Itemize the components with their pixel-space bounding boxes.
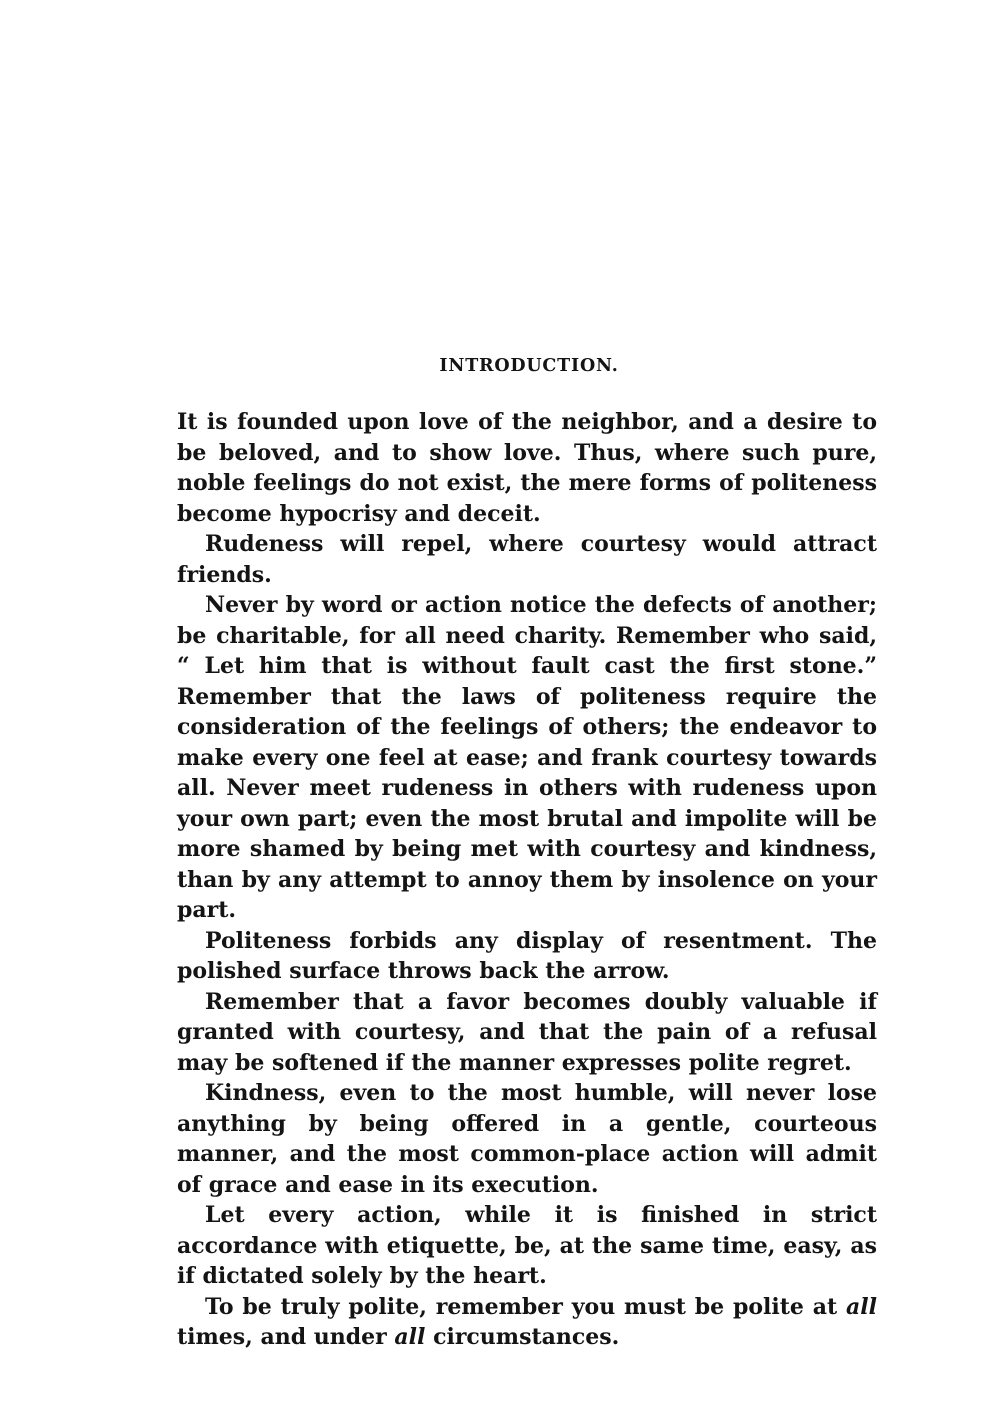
body-text: [177, 407, 877, 1353]
paragraph: Remember that a favor becomes doubly valuable if granted with courtesy, and that the pain of a refusal may be softened if the manner expresses polite regret.: [177, 988, 877, 1076]
paragraph: Kindness, even to the most humble, will never lose anything by being offered in a gentle, courteous manner, and the most common-place action will admit of grace and ease in its execution.: [177, 1080, 877, 1198]
paragraph-continued: It is founded upon love of the neighbor, and a desire to be beloved, and to show love. Thus, where such pure, noble feelings do not exist, the mere forms of politeness become hypocrisy and deceit.: [177, 409, 877, 527]
closing-emphasis-1: all: [846, 1293, 877, 1320]
running-title: INTRODUCTION.: [439, 356, 619, 376]
closing-emphasis-2: all: [394, 1324, 426, 1350]
closing-text-3: circumstances.: [425, 1324, 620, 1350]
closing-text-2: times, and under: [177, 1324, 395, 1350]
closing-paragraph: [177, 1292, 877, 1353]
closing-text-1: To be truly polite, remember you must be polite at: [205, 1293, 847, 1320]
paragraph: Never by word or action notice the defects of another; be charitable, for all need charity. Remember who said, “ Let him that is without fault cast the first stone.” Remember that the laws of politeness require the consideration of the feelings of others; the endeavor to make every one feel at ease; and frank courtesy towards all. Never meet rudeness in others with rudeness upon your own part; even the most brutal and impolite will be more shamed by being met with courtesy and kindness, than by any attempt to annoy them by insolence on your part.: [177, 592, 877, 923]
paragraph: Rudeness will repel, where courtesy would attract friends.: [177, 531, 877, 588]
paragraph: Politeness forbids any display of resentment. The polished surface throws back the arrow.: [177, 927, 877, 984]
paragraph: Let every action, while it is finished in strict accordance with etiquette, be, at the same time, easy, as if dictated solely by the heart.: [177, 1202, 877, 1289]
